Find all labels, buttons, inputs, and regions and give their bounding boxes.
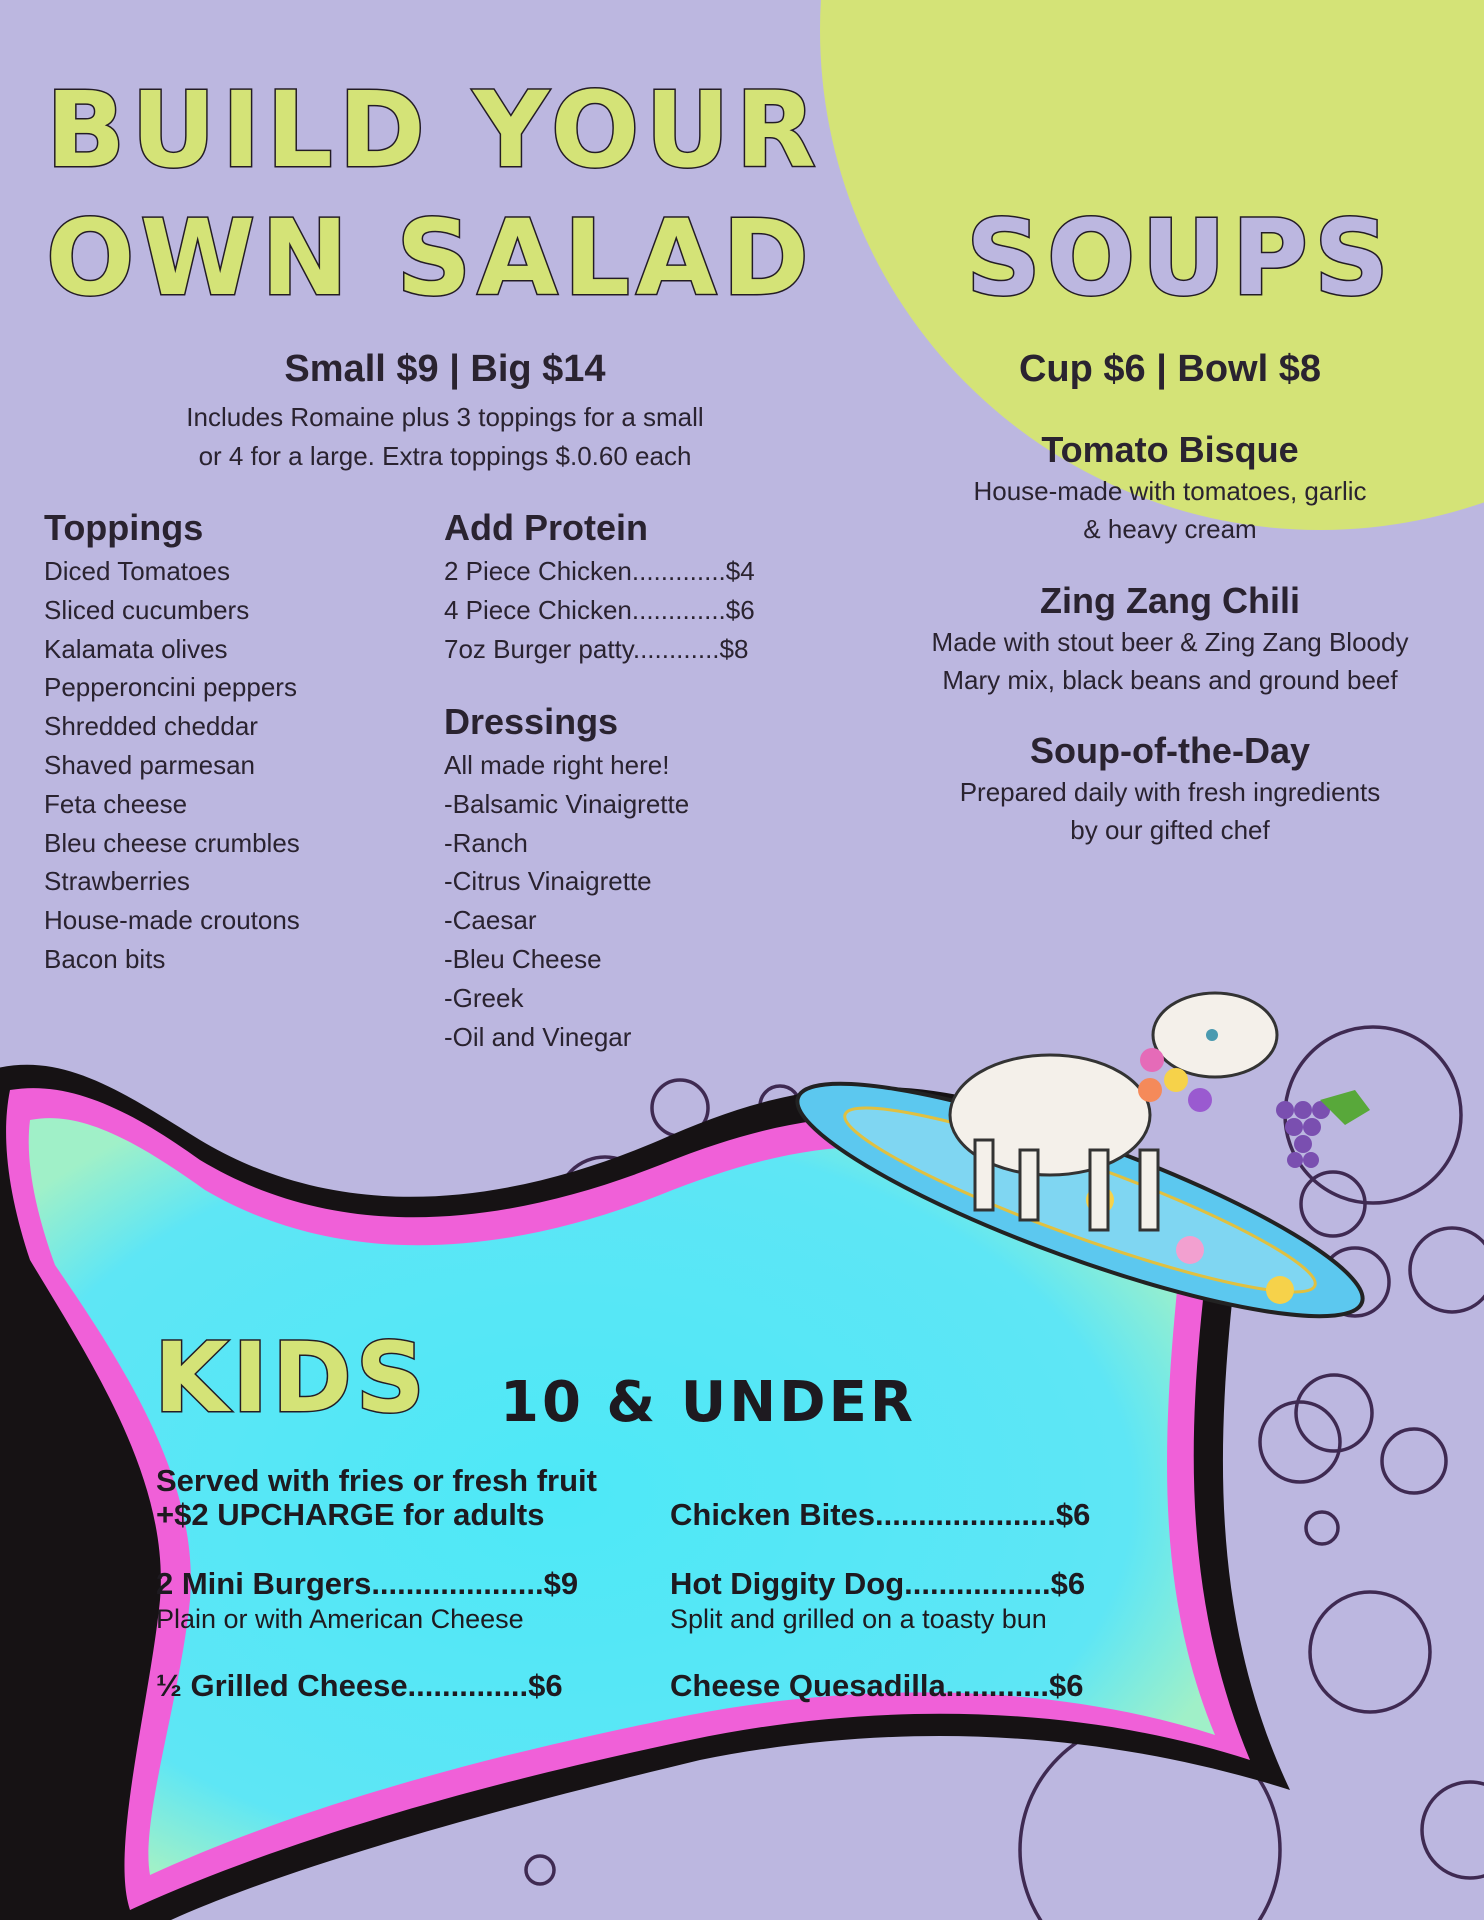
salad-description xyxy=(100,398,790,476)
topping-item: Bacon bits xyxy=(44,943,166,974)
kids-item-name: 2 Mini Burgers....................$9 xyxy=(156,1566,579,1601)
topping-item: Pepperoncini peppers xyxy=(44,672,297,703)
dressing-item: -Caesar xyxy=(444,905,537,936)
bubble xyxy=(1260,1402,1340,1482)
bubble xyxy=(1382,1429,1446,1493)
soups-title: SOUPS xyxy=(966,197,1395,319)
topping-item: Shaved parmesan xyxy=(44,749,256,780)
protein-heading: Add Protein xyxy=(444,507,648,548)
kids-served-line2: +$2 UPCHARGE for adults xyxy=(156,1497,545,1532)
topping-item: Kalamata olives xyxy=(44,633,228,664)
protein-item: 2 Piece Chicken.............$4 xyxy=(444,556,755,586)
kids-title: KIDS xyxy=(154,1322,429,1434)
protein-list xyxy=(444,508,755,668)
kids-item-name: Cheese Quesadilla............$6 xyxy=(670,1668,1084,1703)
soup-desc: Made with stout beer & Zing Zang Bloody xyxy=(931,627,1409,657)
soup-item xyxy=(870,579,1470,699)
toppings-heading: Toppings xyxy=(44,507,204,548)
soups-price: Cup $6 | Bowl $8 xyxy=(1018,348,1322,390)
soup-desc: Mary mix, black beans and ground beef xyxy=(942,665,1398,695)
dressings-heading: Dressings xyxy=(444,701,619,742)
dressing-item: -Balsamic Vinaigrette xyxy=(444,788,690,819)
kids-item-name: ½ Grilled Cheese..............$6 xyxy=(156,1668,563,1703)
bubble xyxy=(1410,1228,1484,1312)
bubble xyxy=(1422,1782,1484,1878)
kids-item-name: Hot Diggity Dog.................$6 xyxy=(670,1566,1086,1601)
kids-item-desc: Split and grilled on a toasty bun xyxy=(670,1604,1047,1634)
soup-name: Tomato Bisque xyxy=(1041,429,1299,470)
kids-item-desc: Plain or with American Cheese xyxy=(156,1604,524,1634)
dressing-item: -Greek xyxy=(444,982,524,1013)
dressing-item: -Citrus Vinaigrette xyxy=(444,866,652,897)
salad-desc-line2: or 4 for a large. Extra toppings $.0.60 each xyxy=(198,441,692,471)
soup-desc: & heavy cream xyxy=(1083,514,1257,544)
bubble xyxy=(1306,1512,1338,1544)
topping-item: Feta cheese xyxy=(44,788,188,819)
bubble xyxy=(1285,1027,1461,1203)
topping-item: Bleu cheese crumbles xyxy=(44,827,300,858)
soup-item xyxy=(870,428,1470,548)
topping-item: Strawberries xyxy=(44,866,190,897)
soup-desc: House-made with tomatoes, garlic xyxy=(973,476,1367,506)
bubble xyxy=(1301,1172,1365,1236)
soup-name: Zing Zang Chili xyxy=(1040,580,1300,621)
kids-item-name: Chicken Bites.....................$6 xyxy=(670,1497,1091,1532)
soup-name: Soup-of-the-Day xyxy=(1030,730,1310,771)
soup-item xyxy=(870,729,1470,849)
salad-title-line2: OWN SALAD xyxy=(46,197,815,319)
salad-price: Small $9 | Big $14 xyxy=(284,348,606,390)
topping-item: Shredded cheddar xyxy=(44,711,258,742)
bubble xyxy=(1296,1375,1372,1451)
salad-desc-line1: Includes Romaine plus 3 toppings for a small xyxy=(186,402,704,432)
dressings-list xyxy=(444,702,689,1056)
soup-desc: Prepared daily with fresh ingredients xyxy=(959,777,1381,807)
kids-subtitle: 10 & UNDER xyxy=(500,1370,916,1435)
topping-item: Diced Tomatoes xyxy=(44,556,230,586)
dressing-item: All made right here! xyxy=(444,750,670,780)
kids-served-line1: Served with fries or fresh fruit xyxy=(156,1463,597,1498)
topping-item: Sliced cucumbers xyxy=(44,594,250,625)
bubble xyxy=(526,1856,554,1884)
salad-title-line1: BUILD YOUR xyxy=(46,69,822,191)
topping-item: House-made croutons xyxy=(44,905,300,936)
protein-item: 7oz Burger patty............$8 xyxy=(444,633,749,664)
soup-desc: by our gifted chef xyxy=(1070,815,1270,845)
dressing-item: -Bleu Cheese xyxy=(444,943,602,974)
bubble xyxy=(1310,1592,1430,1712)
toppings-list xyxy=(44,508,300,979)
dressing-item: -Oil and Vinegar xyxy=(444,1021,632,1052)
protein-item: 4 Piece Chicken.............$6 xyxy=(444,594,755,625)
dressing-item: -Ranch xyxy=(444,827,528,858)
